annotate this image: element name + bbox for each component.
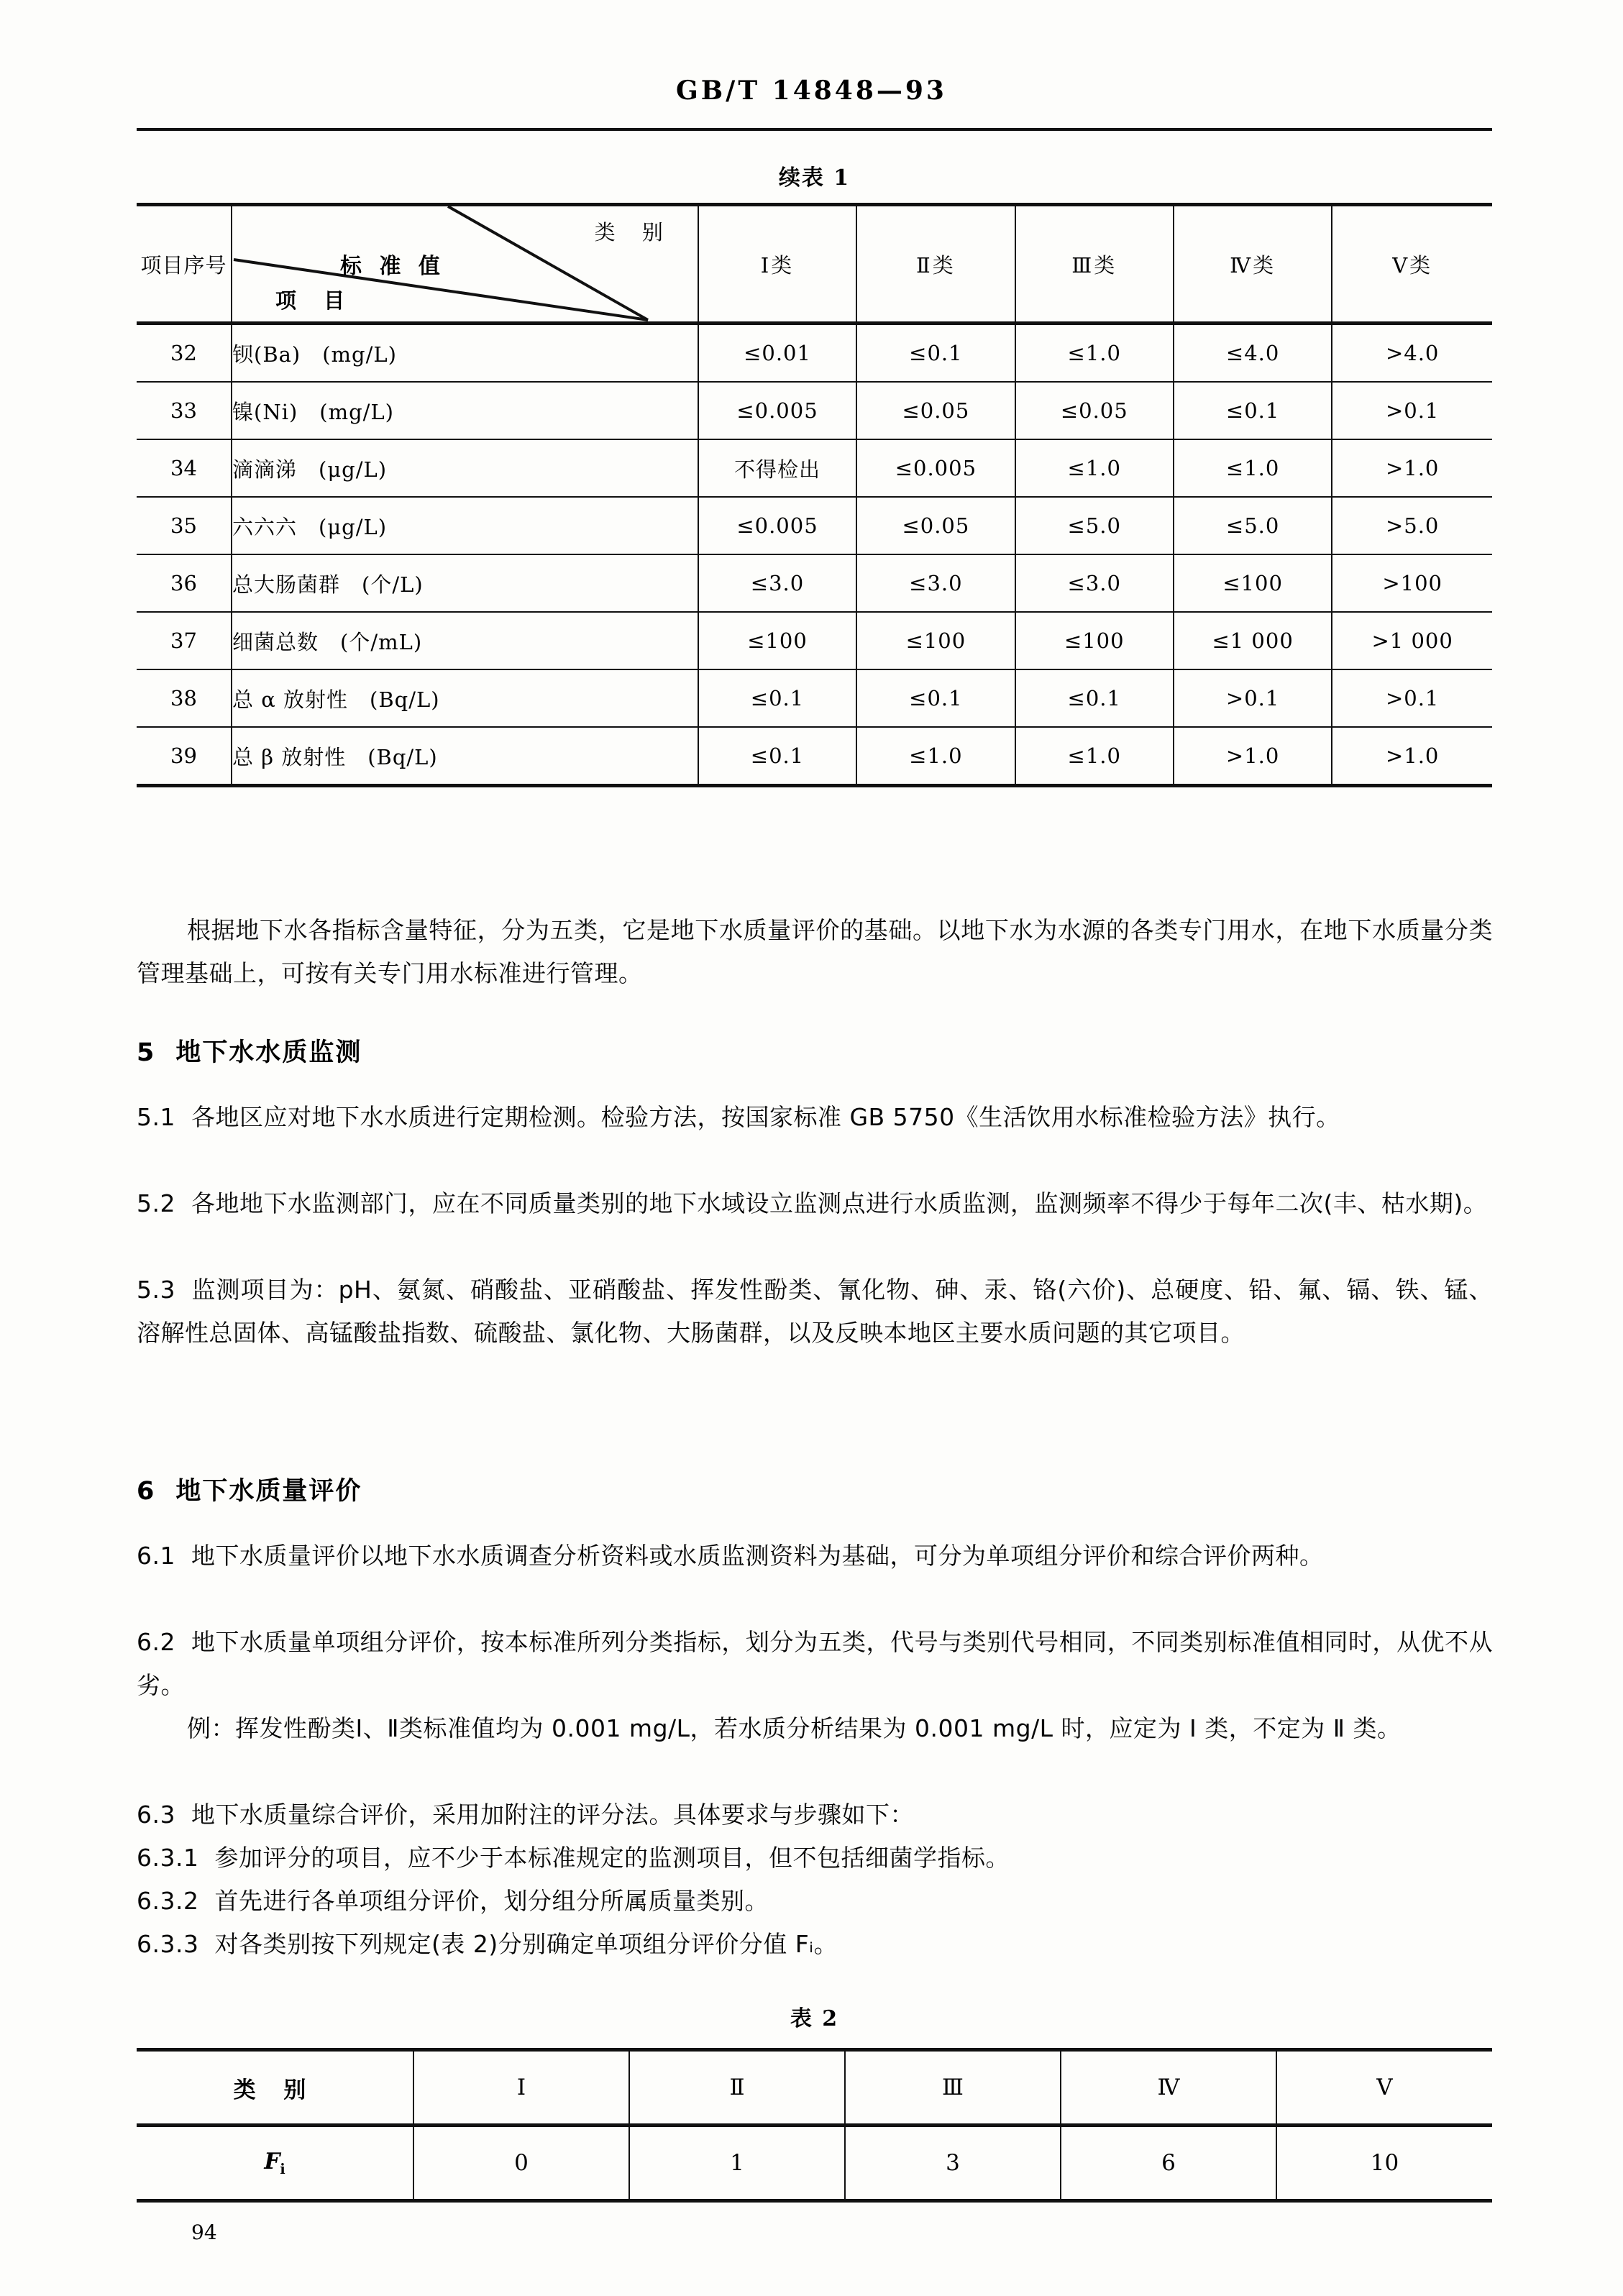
row-value-3: ≤1.0 [1015,439,1174,497]
row-value-4: ≤0.1 [1174,382,1332,439]
clause-6-3 [137,1793,1493,1837]
row-value-1: ≤100 [698,612,856,669]
clause-5-3 [137,1268,1493,1355]
table-row [137,612,1492,669]
row-value-2: ≤0.005 [856,439,1015,497]
table-row [137,324,1492,383]
table2-fi-symbol: F [264,2148,280,2174]
table1-header-item-label: 项 目 [275,288,355,313]
table2-class-4: Ⅳ [1061,2050,1276,2126]
clause-6-2-text: 地下水质量单项组分评价，按本标准所列分类指标，划分为五类，代号与类别代号相同，不同类别标准值相同时，从优不从劣。 [137,1628,1493,1699]
section-6-title: 地下水质量评价 [175,1477,362,1506]
row-seq: 36 [137,554,232,612]
row-item: 总 β 放射性 (Bq/L) [232,727,698,786]
clause-5-1-number: 5.1 [137,1103,175,1131]
row-seq: 39 [137,727,232,786]
row-value-5: >0.1 [1332,382,1492,439]
row-value-3: ≤3.0 [1015,554,1174,612]
row-value-1: ≤0.005 [698,497,856,554]
table2-fi-subscript: i [280,2161,285,2178]
clause-5-2 [137,1182,1493,1225]
table1-header-class-5: Ⅴ类 [1332,205,1492,324]
row-value-5: >4.0 [1332,324,1492,383]
clause-6-1-number: 6.1 [137,1542,175,1570]
table2-header-row [137,2050,1492,2126]
section-5-title: 地下水水质监测 [175,1038,362,1067]
section-6-heading [137,1471,1493,1507]
row-item: 总 α 放射性 (Bq/L) [232,669,698,727]
table2-class-5: Ⅴ [1276,2050,1492,2126]
clause-6-2-number: 6.2 [137,1628,175,1656]
row-value-5: >0.1 [1332,669,1492,727]
row-value-2: ≤3.0 [856,554,1015,612]
row-value-1: ≤0.01 [698,324,856,383]
row-value-4: >1.0 [1174,727,1332,786]
row-value-2: ≤1.0 [856,727,1015,786]
clause-6-3-1-text: 参加评分的项目，应不少于本标准规定的监测项目，但不包括细菌学指标。 [214,1844,1010,1872]
table1 [137,203,1492,787]
row-value-4: ≤4.0 [1174,324,1332,383]
table1-header-class-1: Ⅰ类 [698,205,856,324]
row-value-3: ≤1.0 [1015,324,1174,383]
table-row [137,727,1492,786]
table-row [137,497,1492,554]
row-item: 总大肠菌群 (个/L) [232,554,698,612]
row-value-1: ≤3.0 [698,554,856,612]
clause-5-2-number: 5.2 [137,1189,175,1217]
paragraph-after-table: 根据地下水各指标含量特征，分为五类，它是地下水质量评价的基础。以地下水为水源的各类专门用水，在地下水质量分类管理基础上，可按有关专门用水标准进行管理。 [137,916,1493,987]
page-header-standard-code: GB/T 14848—93 [676,76,947,106]
table1-container [137,160,1492,787]
row-seq: 32 [137,324,232,383]
header-rule [137,128,1492,131]
row-item: 细菌总数 (个/mL) [232,612,698,669]
row-value-1: ≤0.1 [698,669,856,727]
table2-fi-value-1: 0 [413,2126,629,2201]
row-value-3: ≤0.05 [1015,382,1174,439]
row-item: 六六六 (μg/L) [232,497,698,554]
section-5-number: 5 [137,1038,156,1067]
row-value-2: ≤0.05 [856,497,1015,554]
clause-6-3-3 [137,1923,1493,1966]
page-number: 94 [191,2220,217,2244]
table2-class-2: Ⅱ [629,2050,845,2126]
table1-header-row [137,205,1492,324]
table-row [137,554,1492,612]
clause-6-3-1-number: 6.3.1 [137,1844,199,1872]
row-value-1: ≤0.005 [698,382,856,439]
row-value-2: ≤0.1 [856,669,1015,727]
row-value-2: ≤0.1 [856,324,1015,383]
table1-header-standard-value-label: 标 准 值 [340,254,445,279]
row-item: 滴滴涕 (μg/L) [232,439,698,497]
table2-caption: 表 2 [790,2006,839,2031]
clause-6-2 [137,1621,1493,1707]
row-value-5: >1.0 [1332,727,1492,786]
table1-header-diagonal-cell [232,205,698,324]
clause-5-3-number: 5.3 [137,1276,175,1304]
row-value-3: ≤0.1 [1015,669,1174,727]
table2-row-label-fi [137,2126,413,2201]
table2-row-label-class: 类 别 [137,2050,413,2126]
table2-fi-value-4: 6 [1061,2126,1276,2201]
row-value-2: ≤100 [856,612,1015,669]
table1-caption: 续表 1 [778,165,851,191]
clause-6-3-1 [137,1837,1493,1880]
row-seq: 35 [137,497,232,554]
clause-5-3-text: 监测项目为：pH、氨氮、硝酸盐、亚硝酸盐、挥发性酚类、氰化物、砷、汞、铬(六价)、总硬度、铅、氟、镉、铁、锰、溶解性总固体、高锰酸盐指数、硫酸盐、氯化物、大肠菌群，以及反映本地区主要水质问题的其它项目。 [137,1276,1493,1347]
clause-6-2-example: 例：挥发性酚类Ⅰ、Ⅱ类标准值均为 0.001 mg/L，若水质分析结果为 0.001 mg/L 时，应定为 Ⅰ 类，不定为 Ⅱ 类。 [187,1714,1402,1742]
table2-fi-value-3: 3 [845,2126,1061,2201]
row-seq: 37 [137,612,232,669]
table2-fi-value-2: 1 [629,2126,845,2201]
table2 [137,2048,1492,2203]
row-value-3: ≤5.0 [1015,497,1174,554]
row-seq: 34 [137,439,232,497]
clause-6-3-2-number: 6.3.2 [137,1887,199,1915]
table2-class-3: Ⅲ [845,2050,1061,2126]
clause-6-1 [137,1535,1493,1578]
clause-5-1 [137,1096,1493,1139]
row-value-4: ≤1 000 [1174,612,1332,669]
table2-fi-value-5: 10 [1276,2126,1492,2201]
row-value-4: ≤5.0 [1174,497,1332,554]
section-6-number: 6 [137,1477,156,1506]
clause-6-3-3-text: 对各类别按下列规定(表 2)分别确定单项组分评价分值 Fᵢ。 [214,1930,838,1958]
clause-6-3-text: 地下水质量综合评价，采用加附注的评分法。具体要求与步骤如下： [191,1801,914,1829]
clause-6-3-2 [137,1880,1493,1923]
row-value-3: ≤100 [1015,612,1174,669]
clause-6-3-3-number: 6.3.3 [137,1930,199,1958]
row-value-5: >5.0 [1332,497,1492,554]
row-item: 镍(Ni) (mg/L) [232,382,698,439]
table2-container [137,2048,1492,2203]
clause-6-3-2-text: 首先进行各单项组分评价，划分组分所属质量类别。 [214,1887,769,1915]
table1-header-class-2: Ⅱ类 [856,205,1015,324]
row-value-5: >1.0 [1332,439,1492,497]
row-value-5: >100 [1332,554,1492,612]
clause-6-1-text: 地下水质量评价以地下水水质调查分析资料或水质监测资料为基础，可分为单项组分评价和综合评价两种。 [191,1542,1324,1570]
row-value-3: ≤1.0 [1015,727,1174,786]
row-value-4: >0.1 [1174,669,1332,727]
row-item: 钡(Ba) (mg/L) [232,324,698,383]
table-row [137,382,1492,439]
row-value-1: 不得检出 [698,439,856,497]
row-value-4: ≤1.0 [1174,439,1332,497]
table1-header-class-label: 类 别 [594,220,673,244]
table-row [137,439,1492,497]
table2-fi-row [137,2126,1492,2201]
table-row [137,669,1492,727]
table1-header-class-3: Ⅲ类 [1015,205,1174,324]
row-value-1: ≤0.1 [698,727,856,786]
row-value-2: ≤0.05 [856,382,1015,439]
row-seq: 38 [137,669,232,727]
row-value-5: >1 000 [1332,612,1492,669]
clause-5-2-text: 各地地下水监测部门，应在不同质量类别的地下水域设立监测点进行水质监测，监测频率不得少于每年二次(丰、枯水期)。 [191,1189,1488,1217]
row-seq: 33 [137,382,232,439]
row-value-4: ≤100 [1174,554,1332,612]
table2-class-1: Ⅰ [413,2050,629,2126]
clause-6-3-number: 6.3 [137,1801,175,1829]
table1-header-seq: 项目序号 [137,205,232,324]
section-5-heading [137,1033,1493,1069]
clause-5-1-text: 各地区应对地下水水质进行定期检测。检验方法，按国家标准 GB 5750《生活饮用水标准检验方法》执行。 [191,1103,1340,1131]
table1-header-class-4: Ⅳ类 [1174,205,1332,324]
